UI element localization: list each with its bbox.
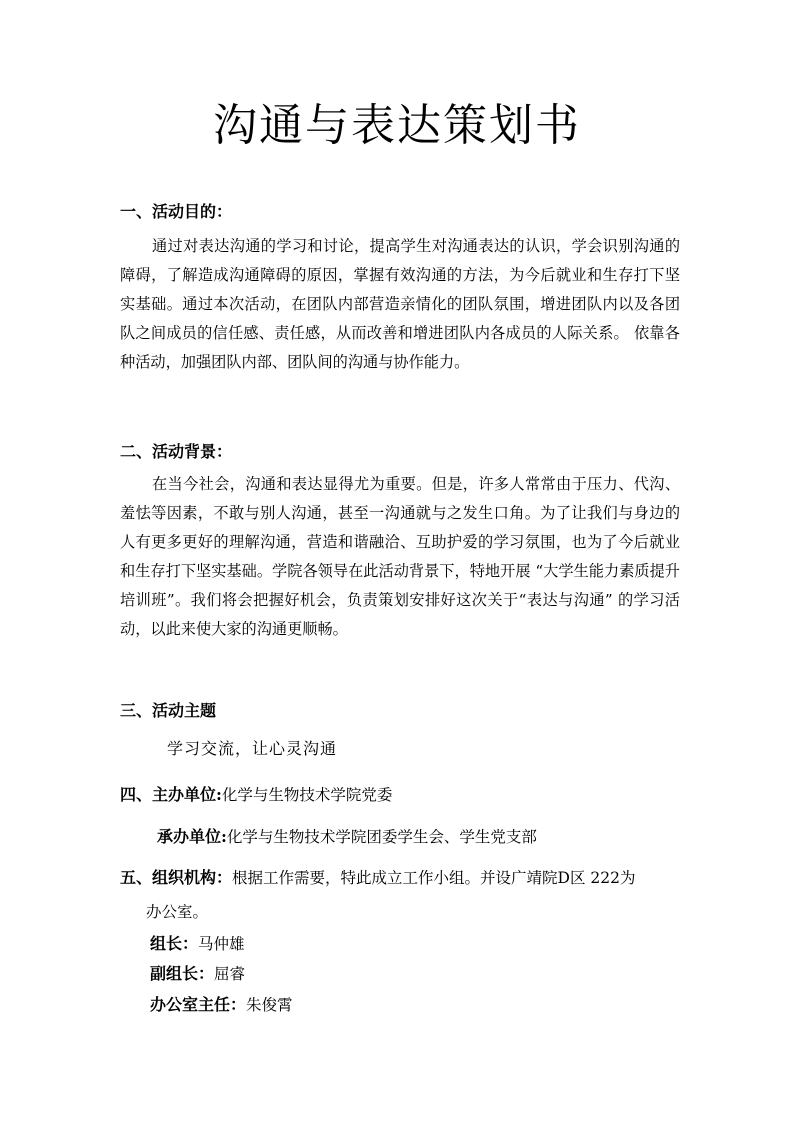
- section-body-purpose: 通过对表达沟通的学习和讨论，提高学生对沟通表达的认识，学会识别沟通的障碍，了解造成沟通障碍的原因，掌握有效沟通的方法，为今后就业和生存打下坚实基础。通过本次活动，在团队内部营造亲情化的团队氛围，增进团队内以及各团队之间成员的信任感、责任感，从而改善和增进团队内各成员的人际关系。 依靠各种活动，加强团队内部、团队间的沟通与协作能力。: [120, 237, 680, 371]
- organizer-unit-value: 化学与生物技术学院团委学生会、学生党支部: [226, 828, 537, 846]
- deputy-leader-value: 屈睿: [214, 965, 246, 983]
- document-title: 沟通与表达策划书: [213, 100, 581, 151]
- organization-label: 五、组织机构：: [120, 868, 233, 887]
- host-unit-line: [120, 784, 392, 806]
- deputy-leader-line: [150, 963, 245, 985]
- organization-line: [120, 867, 635, 889]
- host-unit-label: 四、主办单位:: [120, 785, 222, 804]
- leader-line: [150, 933, 245, 955]
- office-director-value: 朱俊霄: [246, 996, 293, 1014]
- leader-label: 组长：: [150, 934, 199, 953]
- organizer-unit-label: 承办单位:: [157, 827, 227, 846]
- section-body-background: 在当今社会，沟通和表达显得尤为重要。但是，许多人常常由于压力、代沟、羞怯等因素，不敢与别人沟通，甚至一沟通就与之发生口角。为了让我们与身边的人有更多更好的理解沟通，营造和谐融洽、互助护爱的学习氛围，也为了今后就业和生存打下坚实基础。学院各领导在此活动背景下，特地开展 “大学生能力素质提升培训班”。我们将会把握好机会，负责策划安排好这次关于“表达与沟通” 的学习活动，以此来使大家的沟通更顺畅。: [120, 475, 680, 638]
- leader-value: 马仲雄: [198, 935, 245, 953]
- host-unit-value: 化学与生物技术学院党委: [221, 786, 393, 804]
- deputy-leader-label: 副组长：: [150, 964, 215, 983]
- organizer-unit-line: [157, 826, 537, 848]
- office-director-label: 办公室主任：: [150, 995, 247, 1014]
- section-heading-background: 二、活动背景：: [120, 442, 233, 461]
- section-heading-purpose: 一、活动目的：: [120, 202, 233, 221]
- section-heading-theme: 三、活动主题: [120, 701, 217, 720]
- office-director-line: [150, 994, 293, 1016]
- organization-value: 根据工作需要，特此成立工作小组。并设广靖院D区 222为: [232, 869, 636, 887]
- activity-theme: 学习交流，让心灵沟通: [167, 739, 338, 758]
- organization-value-continued: 办公室。: [146, 903, 209, 921]
